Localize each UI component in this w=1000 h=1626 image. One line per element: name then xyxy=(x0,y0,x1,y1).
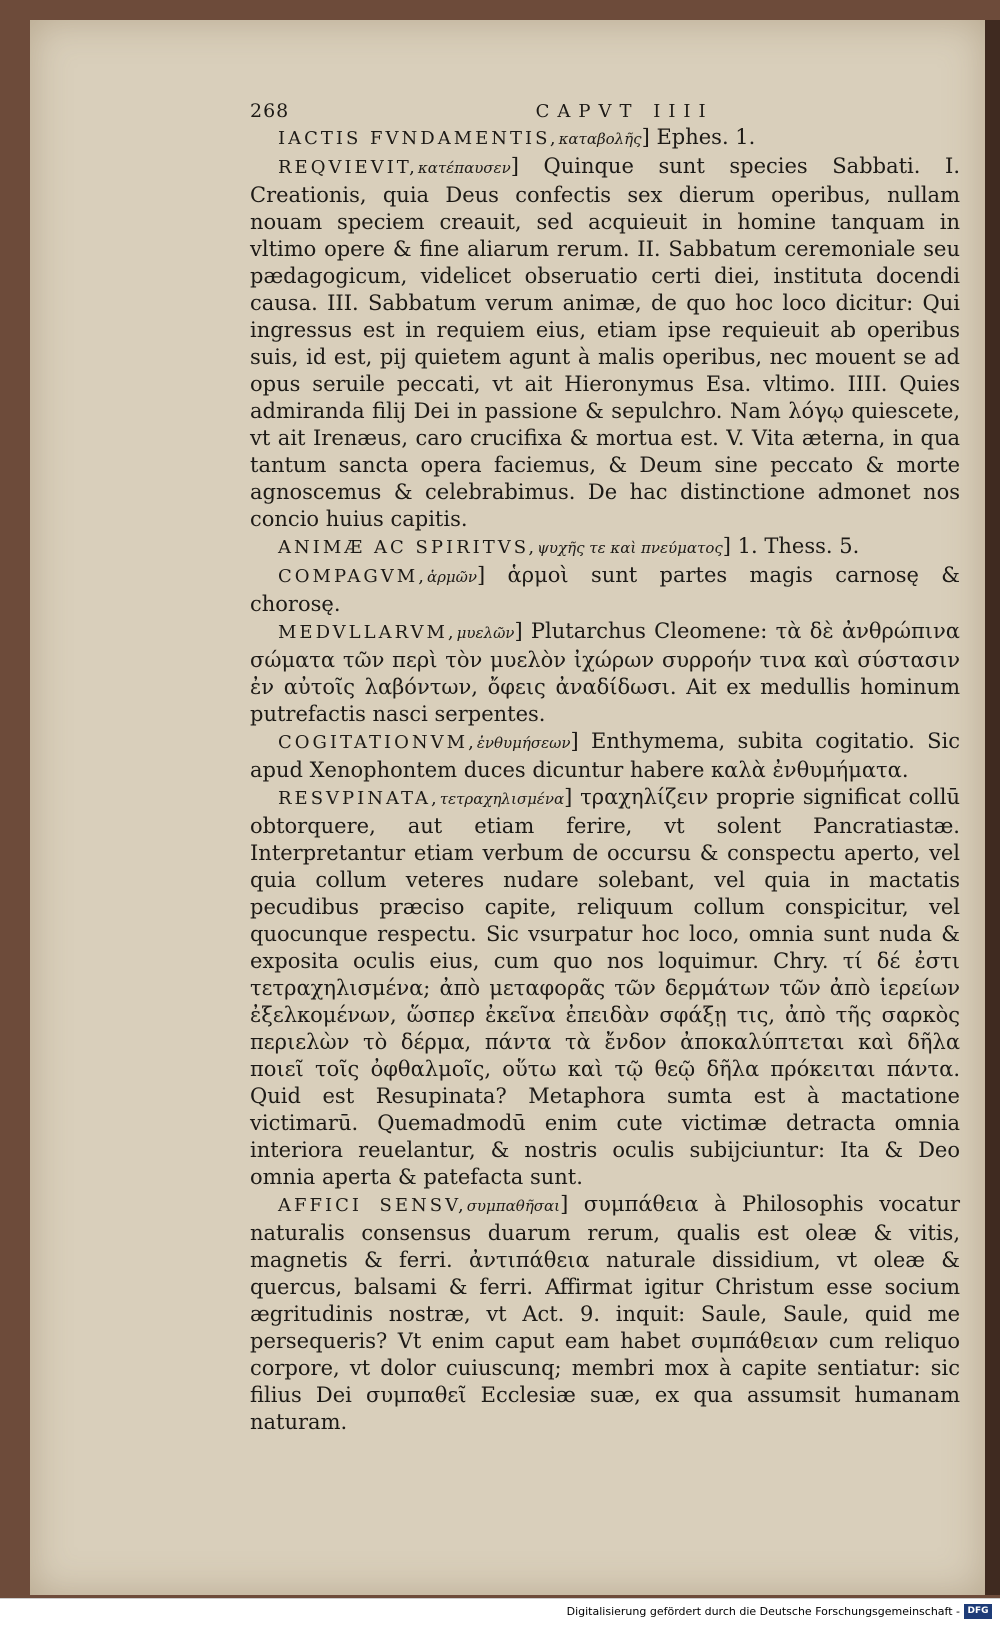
page-header xyxy=(250,100,960,122)
paragraph-text: ] Enthymema, subita cogitatio. Sic apud Xenophontem duces dicuntur habere καλὰ ἐνθυμήματα. xyxy=(250,729,960,782)
greek-term: ψυχῆς τε καὶ πνεύματος xyxy=(537,539,723,557)
paragraph-text: ] τραχηλίζειν proprie significat collū obtorquere, aut etiam ferire, vt solent Pancratiastæ. Interpretantur etiam verbum de occursu & conspectu aperto, vel quia collum veteres nudare solebant, vel quia in mactatis pecudibus præciso capite, reliquum collum conspicitur, vel quocunque respectu. Sic vsurpatur hoc loco, omnia sunt nuda & exposita oculis eius, cum quo nos loquimur. Chry. τί δέ ἐστι τετραχηλισμένα; ἀπὸ μεταφορᾶς τῶν δερμάτων τῶν ἀπὸ ἱερείων ἐξελκομένων, ὥσπερ ἐκεῖνα ἐπειδὰν σφάξῃ τις, ἀπὸ τῆς σαρκὸς περιελὼν τὸ δέρμα, πάντα τὰ ἔνδον ἀποκαλύπτεται καὶ δῆλα ποιεῖ τοῖς ὀφθαλμοῖς, οὕτω καὶ τῷ θεῷ δῆλα πρόκειται πάντα. Quid est Resupinata? Metaphora sumta est à mactatione victimarū. Quemadmodū enim cute victimæ detracta omnia interiora reuelantur, & nostris oculis subijciuntur: Ita & Deo omnia aperta & patefacta sunt. xyxy=(250,785,960,1189)
book-page xyxy=(30,20,985,1595)
lemma: AFFICI SENSV, xyxy=(278,1195,467,1216)
lemma: REQVIEVIT, xyxy=(278,157,418,178)
greek-term: συμπαθῆσαι xyxy=(466,1197,561,1215)
commentary-paragraph xyxy=(250,562,960,618)
commentary-paragraph xyxy=(250,618,960,728)
paragraph-text: ] συμπάθεια à Philosophis vocatur naturalis consensus duarum rerum, qualis est oleæ & vitis, magnetis & ferri. ἀντιπάθεια naturale dissidium, vt oleæ & quercus, balsami & ferri. Affirmat igitur Christum esse socium ægritudinis nostræ, vt Act. 9. inquit: Saule, Saule, quid me persequeris? Vt enim caput eam habet συμπάθειαν cum reliquo corpore, vt dolor cuiuscunq; membri mox à capite sentiatur: sic filius Dei συμπαθεῖ Ecclesiæ suæ, ex qua assumsit humanam naturam. xyxy=(250,1192,960,1434)
paragraph-text: ] ἁρμοὶ sunt partes magis carnosę & chorosę. xyxy=(250,563,960,616)
paragraph-text: ] Plutarchus Cleomene: τὰ δὲ ἀνθρώπινα σώματα τῶν περὶ τὸν μυελὸν ἰχώρων συρροήν τινα καὶ σύστασιν ἐν αὐτοῖς λαβόντων, ὄφεις ἀναδίδωσι. Ait ex medullis hominum putrefactis nasci serpentes. xyxy=(250,619,960,726)
paragraph-text: ] 1. Thess. 5. xyxy=(722,534,860,558)
greek-term: κατέπαυσεν xyxy=(417,159,511,177)
lemma: IACTIS FVNDAMENTIS, xyxy=(278,128,559,149)
greek-term: τετραχηλισμένα xyxy=(439,790,565,808)
page-number: 268 xyxy=(250,100,290,122)
commentary-paragraph xyxy=(250,1191,960,1436)
page-edge xyxy=(985,20,1000,1595)
commentary-paragraph xyxy=(250,153,960,533)
commentary-paragraph xyxy=(250,533,960,562)
paragraph-text: ] Quinque sunt species Sabbati. I. Creationis, quia Deus confectis sex dierum operibus, nullam nouam speciem creauit, sed acquieuit in homine tanquam in vltimo opere & fine aliarum rerum. II. Sabbatum ceremoniale seu pædagogicum, videlicet obseruatio certi diei, instituta docendi causa. III. Sabbatum verum animæ, de quo hoc loco dicitur: Qui ingressus est in requiem eius, etiam ipse requieuit ab operibus suis, id est, pij quietem agunt à malis operibus, nec mouent se ad opus seruile peccati, vt ait Hieronymus Esa. vltimo. IIII. Quies admiranda filij Dei in passione & sepulchro. Nam λόγῳ quiescete, vt ait Irenæus, caro crucifixa & mortua est. V. Vita æterna, in qua tantum sancta opera faciemus, & Deum sine peccato & morte agnoscemus & celebrabimus. De hac distinctione admonet nos concio huius capitis. xyxy=(250,154,960,531)
footer-credit: Digitalisierung gefördert durch die Deutsche Forschungsgemeinschaft - xyxy=(566,1605,960,1618)
greek-term: ἁρμῶν xyxy=(426,568,477,586)
page-content xyxy=(250,100,960,1436)
commentary-paragraph xyxy=(250,784,960,1191)
text-body xyxy=(250,124,960,1436)
commentary-paragraph xyxy=(250,728,960,784)
lemma: COGITATIONVM, xyxy=(278,732,477,753)
greek-term: ἐνθυμήσεων xyxy=(476,734,571,752)
commentary-paragraph xyxy=(250,124,960,153)
paragraph-text: ] Ephes. 1. xyxy=(641,125,756,149)
footer-bar xyxy=(0,1598,1000,1626)
lemma: COMPAGVM, xyxy=(278,566,427,587)
dfg-logo: DFG xyxy=(964,1604,992,1619)
lemma: MEDVLLARVM, xyxy=(278,622,457,643)
lemma: ANIMÆ AC SPIRITVS, xyxy=(278,537,538,558)
running-title: CAPVT IIII xyxy=(535,101,714,122)
lemma: RESVPINATA, xyxy=(278,788,440,809)
greek-term: μυελῶν xyxy=(456,624,515,642)
greek-term: καταβολῆς xyxy=(558,130,642,148)
